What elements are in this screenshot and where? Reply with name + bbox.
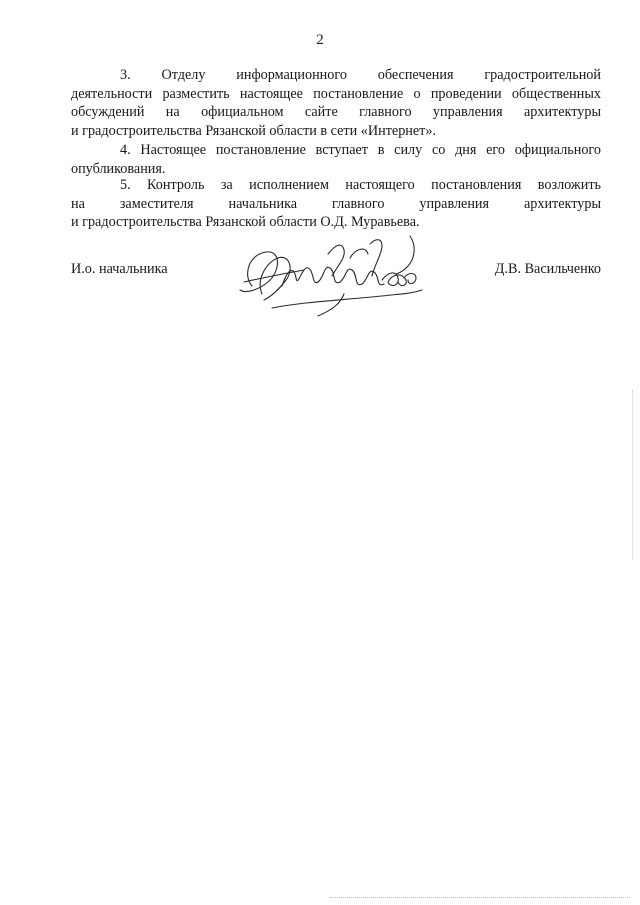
paragraph-3-line-2: деятельности разместить настоящее постановление о проведении общественных xyxy=(71,85,601,102)
handwritten-signature xyxy=(232,224,432,334)
paragraph-5-line-2: на заместителя начальника главного управления архитектуры xyxy=(71,195,601,212)
paragraph-3-line-3: обсуждений на официальном сайте главного управления архитектуры xyxy=(71,104,601,120)
signer-name: Д.В. Васильченко xyxy=(494,261,601,277)
page-number: 2 xyxy=(316,32,324,48)
paragraph-3-line-4: и градостроительства Рязанской области в сети «Интернет». xyxy=(71,122,437,139)
paragraph-4-line-1: 4. Настоящее постановление вступает в силу со дня его официального xyxy=(120,142,601,158)
paragraph-4 xyxy=(71,141,601,178)
paragraph-5-line-3: и градостроительства Рязанской области О.Д. Муравьева. xyxy=(71,214,420,230)
signer-title: И.о. начальника xyxy=(71,261,168,277)
bottom-edge-rule xyxy=(330,897,630,898)
page-edge-mark xyxy=(632,390,633,560)
paragraph-3 xyxy=(71,66,601,140)
paragraph-3-line-1: 3. Отделу информационного обеспечения градостроительной xyxy=(120,67,601,83)
paragraph-5-line-1: 5. Контроль за исполнением настоящего постановления возложить xyxy=(120,177,601,193)
paragraph-4-line-2: опубликования. xyxy=(71,160,166,177)
